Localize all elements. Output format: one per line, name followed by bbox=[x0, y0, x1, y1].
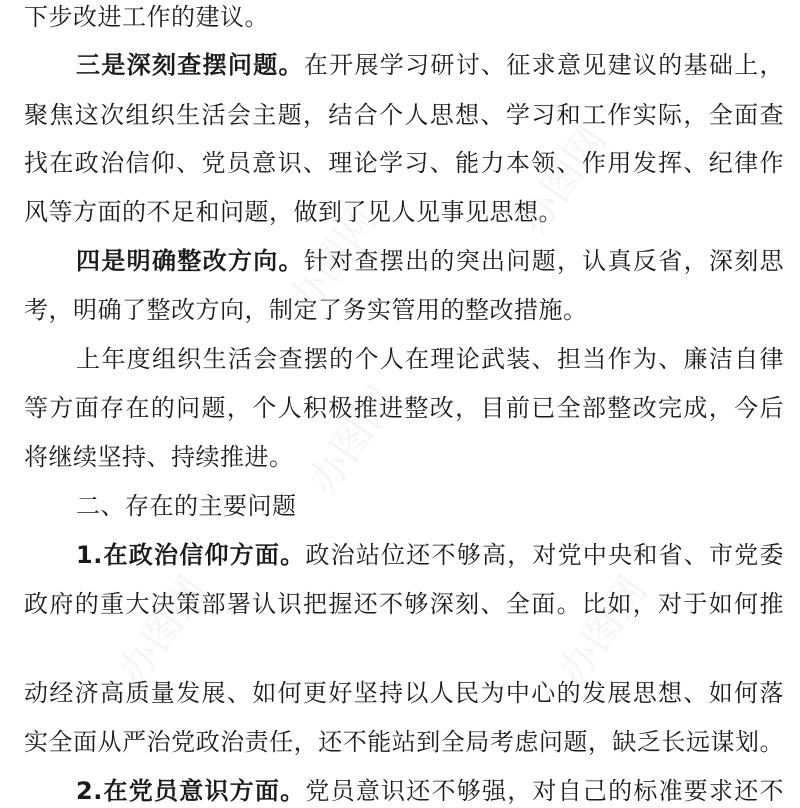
body-text: 动经济高质量发展、如何更好坚持以人民为中心的发展思想、如何落 bbox=[24, 679, 784, 707]
paragraph-lead-bold: 2.在党员意识方面。 bbox=[76, 777, 306, 805]
paragraph-line bbox=[24, 146, 784, 180]
body-text: 上年度组织生活会查摆的个人在理论武装、担当作为、廉洁自律 bbox=[76, 345, 784, 373]
paragraph-line bbox=[76, 538, 784, 572]
paragraph-line bbox=[76, 774, 784, 808]
paragraph-lead-bold: 四是明确整改方向。 bbox=[76, 247, 304, 275]
body-text: 等方面存在的问题，个人积极推进整改，目前已全部整改完成，今后 bbox=[24, 394, 784, 422]
section-heading bbox=[76, 489, 784, 523]
paragraph-line bbox=[24, 293, 784, 327]
paragraph-lead-bold: 1.在政治信仰方面。 bbox=[76, 541, 306, 569]
body-text: 针对查摆出的突出问题，认真反省，深刻思 bbox=[303, 247, 784, 275]
body-text: 风等方面的不足和问题，做到了见人见事见思想。 bbox=[24, 198, 563, 226]
watermark: 办图网 bbox=[299, 378, 407, 503]
watermark: 办图网 bbox=[279, 198, 387, 323]
body-text: 找在政治信仰、党员意识、理论学习、能力本领、作用发挥、纪律作 bbox=[24, 149, 784, 177]
paragraph-line bbox=[24, 0, 784, 34]
paragraph-line bbox=[24, 725, 784, 759]
paragraph-line bbox=[24, 440, 784, 474]
watermark: 办图网 bbox=[509, 118, 617, 243]
watermark: 办图网 bbox=[549, 568, 657, 693]
paragraph-line bbox=[24, 676, 784, 710]
paragraph-line bbox=[24, 391, 784, 425]
paragraph-lead-bold: 三是深刻查摆问题。 bbox=[76, 51, 304, 79]
paragraph-line bbox=[76, 48, 784, 82]
body-text: 政府的重大决策部署认识把握还不够深刻、全面。比如，对于如何推 bbox=[24, 590, 784, 618]
body-text: 党员意识还不够强，对自己的标准要求还不 bbox=[305, 777, 784, 805]
paragraph-line bbox=[76, 244, 784, 278]
paragraph-line bbox=[76, 342, 784, 376]
body-text: 聚焦这次组织生活会主题，结合个人思想、学习和工作实际，全面查 bbox=[24, 101, 784, 129]
body-text: 实全面从严治党政治责任，还不能站到全局考虑问题，缺乏长远谋划。 bbox=[24, 728, 784, 756]
paragraph-line bbox=[24, 98, 784, 132]
section-heading-text: 二、存在的主要问题 bbox=[76, 492, 297, 520]
body-text: 将继续坚持、持续推进。 bbox=[24, 443, 294, 471]
body-text: 在开展学习研讨、征求意见建议的基础上， bbox=[303, 51, 784, 79]
paragraph-line bbox=[24, 195, 784, 229]
body-text: 政治站位还不够高，对党中央和省、市党委 bbox=[305, 541, 784, 569]
watermark: 办图网 bbox=[109, 568, 217, 693]
body-text: 考，明确了整改方向，制定了务实管用的整改措施。 bbox=[24, 296, 588, 324]
body-text: 下步改进工作的建议。 bbox=[24, 3, 269, 31]
paragraph-line bbox=[24, 587, 784, 621]
